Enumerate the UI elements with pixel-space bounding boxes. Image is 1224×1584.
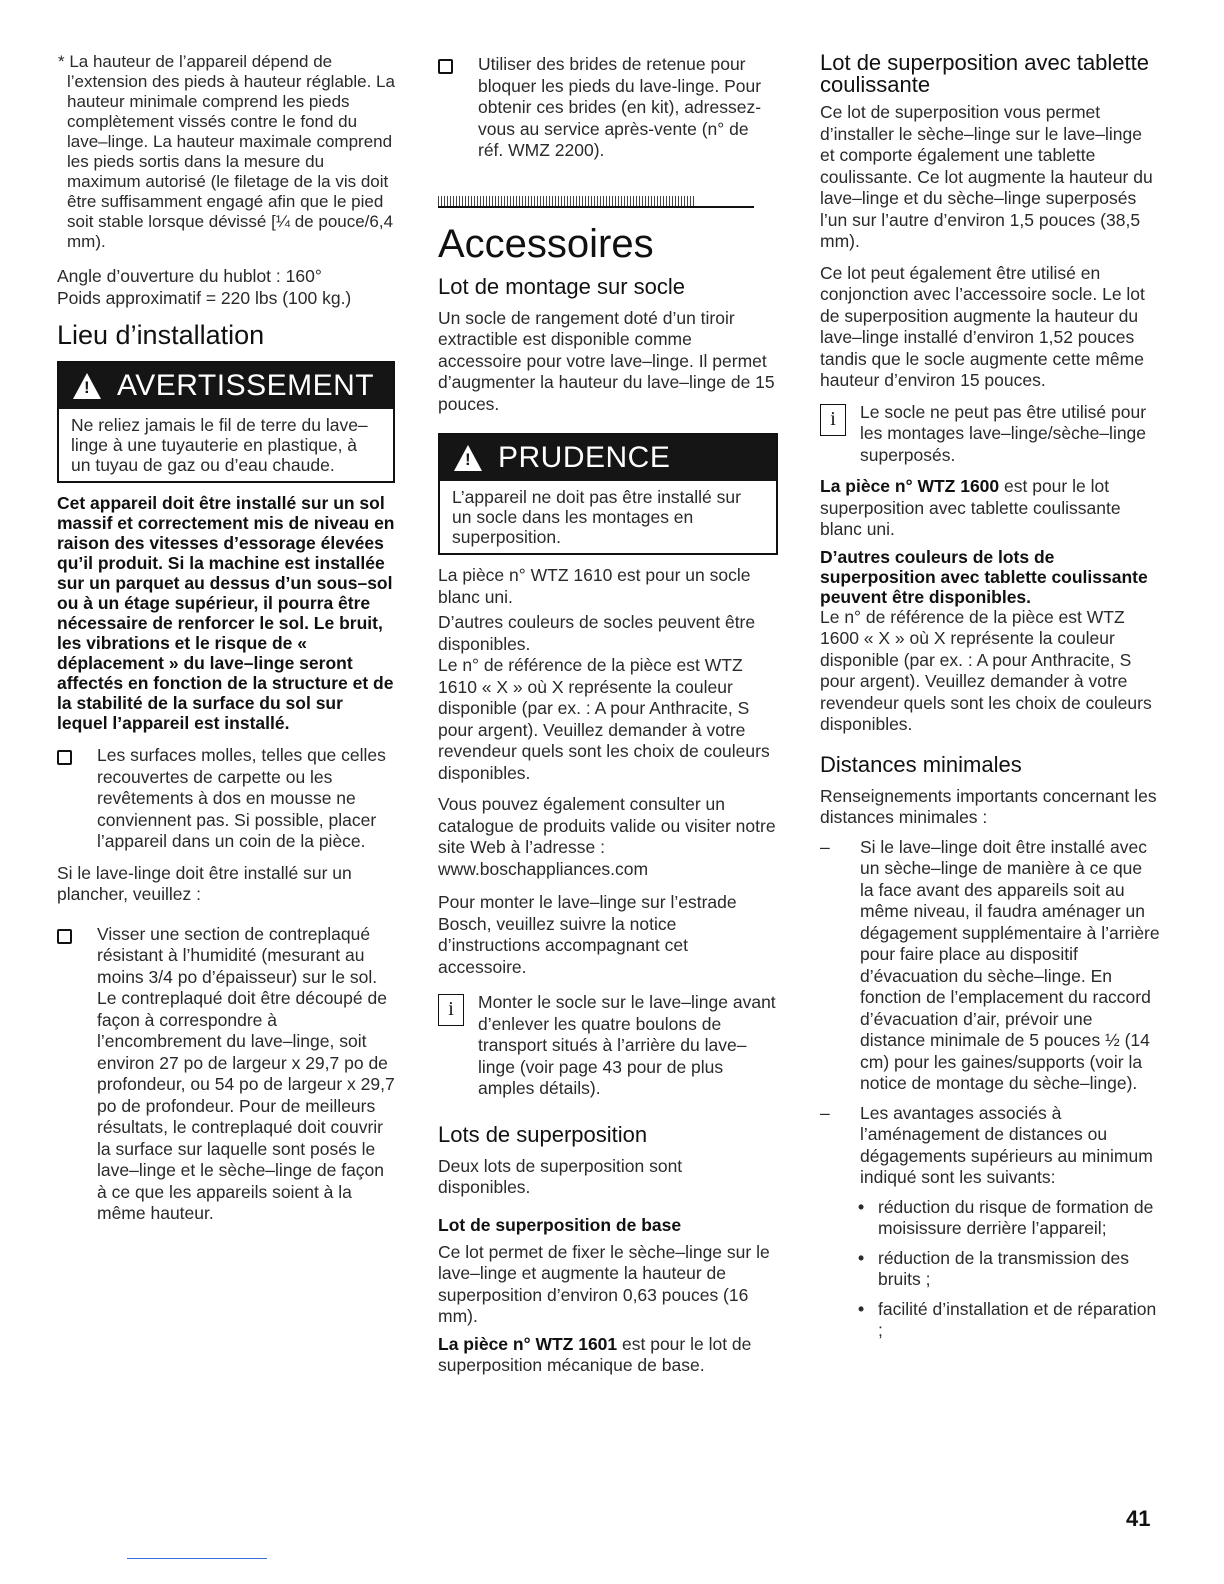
list-item: – Si le lave–linge doit être installé avec un sèche–linge de manière à ce que la face avant des appareils soit au même niveau, il faudra aménager un dégagement supplémentaire à l’arrière pour faire place au dispositif d’évacuation du sèche–linge. En fonction de l’emplacement du raccord d’évacuation d’air, prévoir une distance minimale de 5 pouces ½ (14 cm) pour les gaines/supports (voir la notice de montage du sèche–linge). — [820, 836, 1160, 1093]
warning-box — [57, 361, 395, 483]
part-wtz-1610: La pièce n° WTZ 1610 est pour un socle blanc uni. — [438, 565, 751, 607]
checkbox-icon — [57, 750, 72, 765]
catalog-info: Vous pouvez également consulter un catalogue de produits valide ou visiter notre site Web à l’adresse : www.boschappliances.com — [438, 794, 776, 879]
footer-line — [127, 1558, 267, 1559]
info-note: i Monter le socle sur le lave–linge avant d’enlever les quatre boulons de transport situés à l’arrière du lave–linge (voir page 43 pour de plus amples détails). — [438, 992, 778, 1100]
caution-header — [440, 435, 776, 481]
info-note: i Le socle ne peut pas être utilisé pour les montages lave–linge/sèche–linge superposés. — [820, 402, 1160, 467]
socle-reference: Le n° de référence de la pièce est WTZ 1610 « X » où X représente la couleur disponible (par ex. : A pour Anthracite, S pour argent). Veuillez demander à votre revendeur quels sont les choix de couleurs disponibles. — [438, 655, 770, 783]
checkbox-icon — [438, 59, 453, 74]
info-icon: i — [820, 404, 846, 436]
door-angle: Angle d’ouverture du hublot : 160° — [57, 266, 322, 286]
distances-intro: Renseignements importants concernant les distances minimales : — [820, 785, 1157, 827]
warning-text: Ne reliez jamais le fil de terre du lave–linge à une tuyauterie en plastique, à un tuyau de gaz ou d’eau chaude. — [71, 415, 368, 475]
page-title-accessories: Accessoires — [438, 221, 654, 266]
weight: Poids approximatif = 220 lbs (100 kg.) — [57, 287, 352, 308]
stacking-intro: Deux lots de superposition sont disponibles. — [438, 1155, 683, 1197]
floor-intro: Si le lave-linge doit être installé sur un plancher, veuillez : — [57, 862, 352, 904]
base-kit-title: Lot de superposition de base — [438, 1214, 682, 1235]
caution-box — [438, 433, 778, 555]
bullet-item: • réduction de la transmission des bruits ; — [858, 1247, 1129, 1289]
base-kit-description: Ce lot permet de fixer le sèche–linge sur le lave–linge et augmente la hauteur de superposition d’environ 0,63 pouces (16 mm). — [438, 1241, 770, 1326]
list-item: – Les avantages associés à l’aménagement de distances ou dégagements supérieurs au minimum indiqué sont les suivants: — [820, 1102, 1153, 1187]
mount-instructions: Pour monter le lave–linge sur l’estrade Bosch, veuillez suivre la notice d’instructions accompagnant cet accessoire. — [438, 892, 737, 977]
part-wtz-1600: La pièce n° WTZ 1600 est pour le lot superposition avec tablette coulissante blanc uni. — [820, 476, 1121, 539]
section-divider — [438, 196, 778, 210]
column-3 — [820, 52, 1160, 1342]
checklist-item: Utiliser des brides de retenue pour bloquer les pieds du lave-linge. Pour obtenir ces brides (en kit), adressez-vous au service après-vente (n° de réf. WMZ 2200). — [438, 54, 778, 162]
checklist-item: Les surfaces molles, telles que celles recouvertes de carpette ou les revêtements à dos en mousse ne conviennent pas. Si possible, placer l’appareil dans un coin de la pièce. — [57, 745, 395, 853]
socle-colors: D’autres couleurs de socles peuvent être disponibles. — [438, 612, 756, 654]
page-number: 41 — [1126, 1506, 1151, 1531]
bullet-item: • facilité d’installation et de réparation ; — [858, 1298, 1157, 1340]
socle-description: Un socle de rangement doté d’un tiroir extractible est disponible comme accessoire pour votre lave–linge. Il permet d’augmenter la hauteur du lave–linge de 15 pouces. — [438, 307, 775, 414]
shelf-kit-reference: Le n° de référence de la pièce est WTZ 1600 « X » où X représente la couleur disponible (par ex. : A pour Anthracite, S pour argent). Veuillez demander à votre revendeur quels sont les choix de couleurs disponibles. — [820, 606, 1152, 734]
warning-icon: ! — [454, 445, 482, 471]
shelf-kit-description: Ce lot de superposition vous permet d’installer le sèche–linge sur le lave–linge et comporte également une tablette coulissante. Ce lot augmente la hauteur du lave–linge et du sèche–linge superposés l’un sur l’autre d’environ 1,5 pouces (38,5 mm). — [820, 102, 1153, 251]
warning-header — [59, 363, 393, 409]
warning-title: AVERTISSEMENT — [117, 369, 375, 402]
checkbox-icon — [57, 929, 72, 944]
subsection-title-distances: Distances minimales — [820, 751, 1022, 777]
other-colors-note: D’autres couleurs de lots de superposition avec tablette coulissante peuvent être disponibles. — [820, 546, 1148, 607]
bullet-item: • réduction du risque de formation de moisissure derrière l’appareil; — [858, 1196, 1154, 1238]
caution-text: L’appareil ne doit pas être installé sur un socle dans les montages en superposition. — [452, 487, 741, 547]
section-title-installation: Lieu d’installation — [57, 320, 265, 350]
shelf-kit-socle: Ce lot peut également être utilisé en conjonction avec l’accessoire socle. Le lot de superposition augmente la hauteur du lave–linge installé d’environ 1,52 pouces tandis que le socle augmente cette même hauteur d’environ 15 pouces. — [820, 262, 1145, 390]
caution-title: PRUDENCE — [498, 441, 671, 474]
subsection-title-socle: Lot de montage sur socle — [438, 273, 686, 299]
part-wtz-1601: La pièce n° WTZ 1601 est pour le lot de superposition mécanique de base. — [438, 1333, 752, 1375]
info-icon: i — [438, 994, 464, 1026]
height-footnote: * La hauteur de l’appareil dépend de l’extension des pieds à hauteur réglable. La hauteur minimale comprend les pieds complètement vissés contre le fond du lave–linge. La hauteur maximale comprend les pieds sortis dans la mesure du maximum autorisé (le filetage de la vis doit être suffisamment engagé afin que le pied soit stable lorsque dévissé [¼ de pouce/6,4 mm). — [58, 52, 395, 251]
subsection-title-shelf-kit: Lot de superposition avec tablette coulissante — [820, 50, 1150, 97]
column-1 — [57, 52, 395, 1225]
checklist-item: Visser une section de contreplaqué résistant à l’humidité (mesurant au moins 3/4 po d’épaisseur) sur le sol. Le contreplaqué doit être découpé de façon à correspondre à l’encombrement du lave–linge, soit environ 27 po de largeur x 29,7 po de profondeur, ou 54 po de largeur x 29,7 po de profondeur. Pour de meilleurs résultats, le contreplaqué doit couvrir la surface sur laquelle sont posés le lave–linge et le sèche–linge de façon à ce que les appareils soient à la même hauteur. — [57, 924, 395, 1225]
column-2 — [438, 52, 778, 1377]
subsection-title-stacking: Lots de superposition — [438, 1121, 648, 1147]
floor-requirements: Cet appareil doit être installé sur un sol massif et correctement mis de niveau en raison des vitesses d’essorage élevées qu’il produit. Si la machine est installée sur un parquet au dessus d’un sous–sol ou à un étage supérieur, il pourra être nécessaire de renforcer le sol. Le bruit, les vibrations et le risque de « déplacement » du lave–linge seront affectés en fonction de la structure et de la stabilité de la surface du sol sur lequel l’appareil est installé. — [57, 493, 395, 733]
warning-icon: ! — [73, 373, 101, 399]
